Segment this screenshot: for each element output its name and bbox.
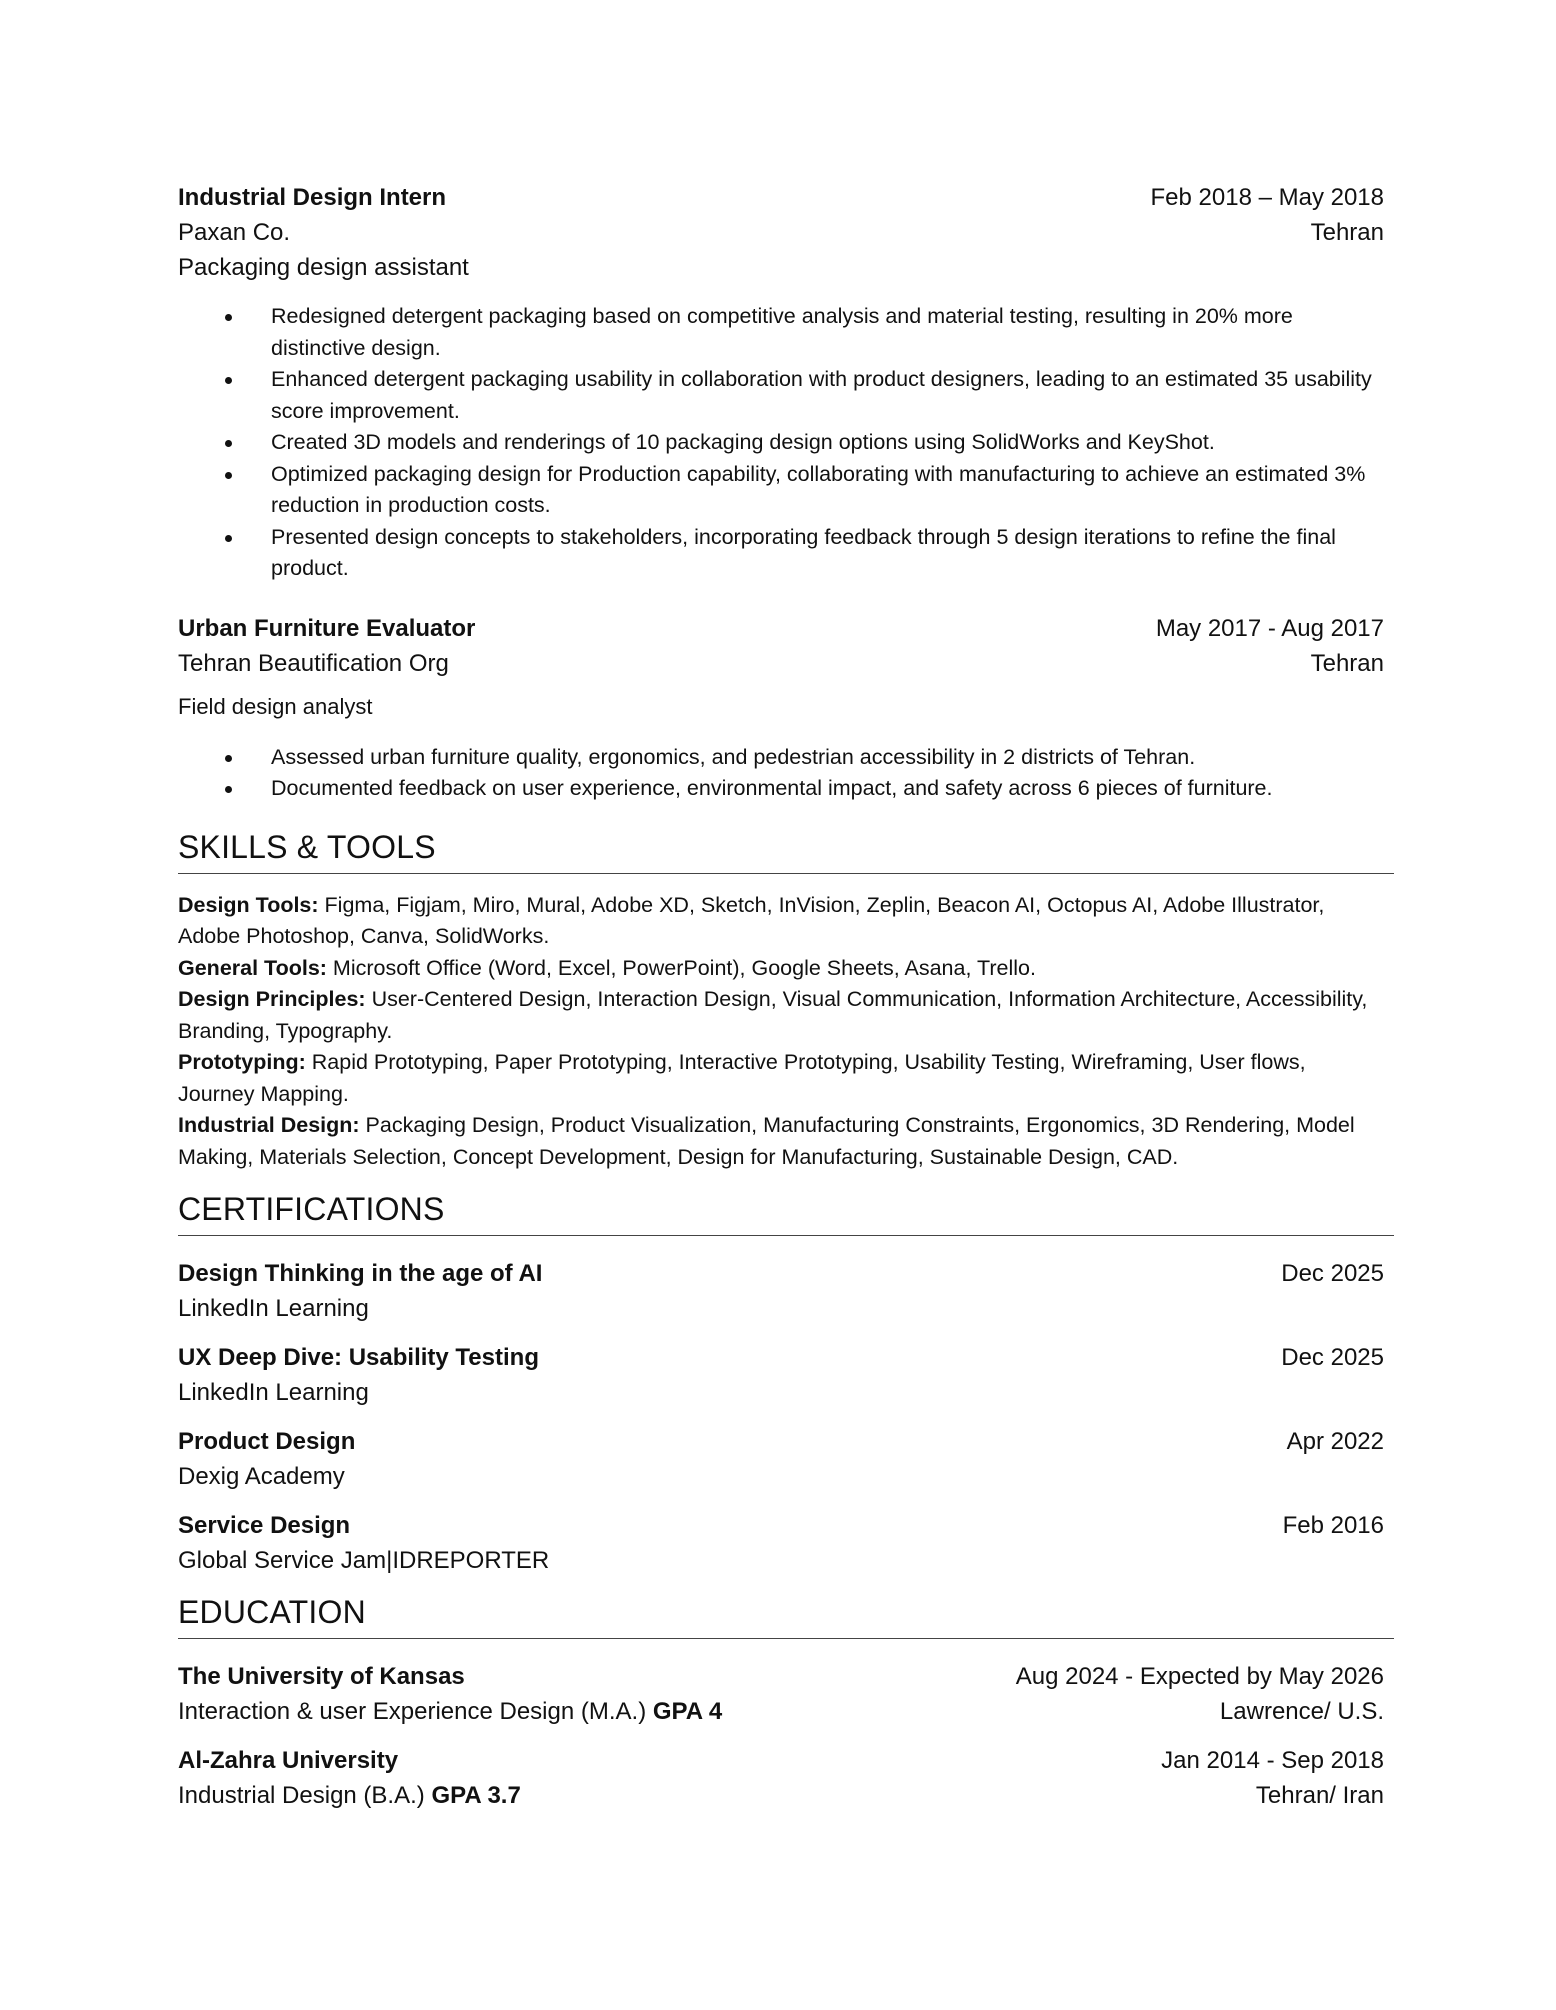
gpa: GPA 4 [652,1698,723,1725]
skill-label: Prototyping: [178,1050,306,1074]
skill-label: General Tools: [178,955,327,980]
job-bullets [178,301,1384,585]
resume-content [178,180,1384,1827]
bullet-item: Assessed urban furniture quality, ergonomics, and pedestrian accessibility in 2 districts of Tehran. [271,742,1384,774]
cert-issuer: Global Service Jam|IDREPORTER [178,1547,550,1574]
skill-line [178,953,1384,985]
education-entry [178,1659,1384,1729]
cert-name: UX Deep Dive: Usability Testing [178,1344,539,1371]
skill-line [178,1110,1384,1173]
job-dates: Feb 2018 – May 2018 [1150,184,1384,211]
job-location: Tehran [1310,219,1384,246]
bullet-item: Redesigned detergent packaging based on competitive analysis and material testing, resulting in 20% more distinctive design. [271,301,1384,364]
cert-name: Service Design [178,1512,351,1539]
cert-name: Product Design [178,1428,356,1455]
education-dates: Jan 2014 - Sep 2018 [1161,1747,1384,1774]
cert-issuer: LinkedIn Learning [178,1379,369,1406]
job-title: Urban Furniture Evaluator [178,614,476,642]
section-heading: EDUCATION [178,1592,1394,1639]
skill-line [178,890,1384,953]
cert-date: Feb 2016 [1282,1512,1384,1539]
gpa: GPA 3.7 [431,1782,521,1809]
degree-text: Industrial Design (B.A.) [178,1782,432,1809]
degree [178,1694,722,1729]
experience-entry [178,180,1384,585]
cert-date: Apr 2022 [1286,1428,1384,1455]
skill-label: Industrial Design: [178,1113,360,1137]
section-heading: CERTIFICATIONS [178,1189,1394,1236]
cert-name: Design Thinking in the age of AI [178,1260,543,1287]
section-heading: SKILLS & TOOLS [178,827,1394,874]
skill-text: Rapid Prototyping, Paper Prototyping, Interactive Prototyping, Usability Testing, Wireframing, User flows, Journey Mapping. [178,1050,1306,1106]
skill-text: Microsoft Office (Word, Excel, PowerPoint), Google Sheets, Asana, Trello. [326,955,1036,980]
school-name: The University of Kansas [178,1663,465,1690]
job-bullets [178,742,1384,805]
certifications-section [178,1189,1384,1578]
bullet-item: Presented design concepts to stakeholders, incorporating feedback through 5 design iterations to refine the final product. [271,522,1384,585]
cert-issuer: LinkedIn Learning [178,1295,369,1322]
cert-date: Dec 2025 [1281,1344,1384,1371]
experience-entry [178,611,1384,805]
education-location: Tehran/ Iran [1255,1782,1384,1809]
job-role: Packaging design assistant [178,254,469,281]
certification-entry [178,1256,1384,1326]
education-location: Lawrence/ U.S. [1219,1698,1384,1725]
school-name: Al-Zahra University [178,1747,399,1774]
certification-entry [178,1424,1384,1494]
skills-section [178,827,1384,1174]
bullet-item: Documented feedback on user experience, environmental impact, and safety across 6 pieces of furniture. [271,773,1384,805]
skills-list [178,890,1384,1174]
bullet-item: Created 3D models and renderings of 10 packaging design options using SolidWorks and KeyShot. [271,427,1384,459]
bullet-item: Optimized packaging design for Production capability, collaborating with manufacturing to achieve an estimated 3% reduction in production costs. [271,459,1384,522]
skill-text: Packaging Design, Product Visualization, Manufacturing Constraints, Ergonomics, 3D Rendering, Model Making, Materials Selection, Concept Development, Design for Manufacturing, Sustainable Design, CAD. [178,1113,1355,1169]
bullet-item: Enhanced detergent packaging usability in collaboration with product designers, leading to an estimated 35 usability score improvement. [271,364,1384,427]
certification-entry [178,1508,1384,1578]
cert-issuer: Dexig Academy [178,1463,345,1490]
job-location: Tehran [1310,649,1384,677]
skill-text: Figma, Figjam, Miro, Mural, Adobe XD, Sketch, InVision, Zeplin, Beacon AI, Octopus AI, Adobe Illustrator, Adobe Photoshop, Canva, SolidWorks. [178,892,1325,948]
education-entry [178,1743,1384,1813]
education-section [178,1592,1384,1813]
job-role: Field design analyst [178,693,373,719]
job-title: Industrial Design Intern [178,184,447,211]
certification-entry [178,1340,1384,1410]
job-dates: May 2017 - Aug 2017 [1155,614,1384,642]
skill-line [178,1047,1384,1110]
company-name: Paxan Co. [178,219,291,246]
skill-line [178,984,1384,1047]
cert-date: Dec 2025 [1281,1260,1384,1287]
company-name: Tehran Beautification Org [178,649,449,677]
skill-label: Design Principles: [178,987,366,1011]
skill-text: User-Centered Design, Interaction Design, Visual Communication, Information Architecture, Accessibility, Branding, Typography. [178,987,1368,1043]
degree [178,1778,521,1813]
education-dates: Aug 2024 - Expected by May 2026 [1015,1663,1384,1690]
skill-label: Design Tools: [178,892,319,917]
degree-text: Interaction & user Experience Design (M.A.) [178,1698,653,1725]
